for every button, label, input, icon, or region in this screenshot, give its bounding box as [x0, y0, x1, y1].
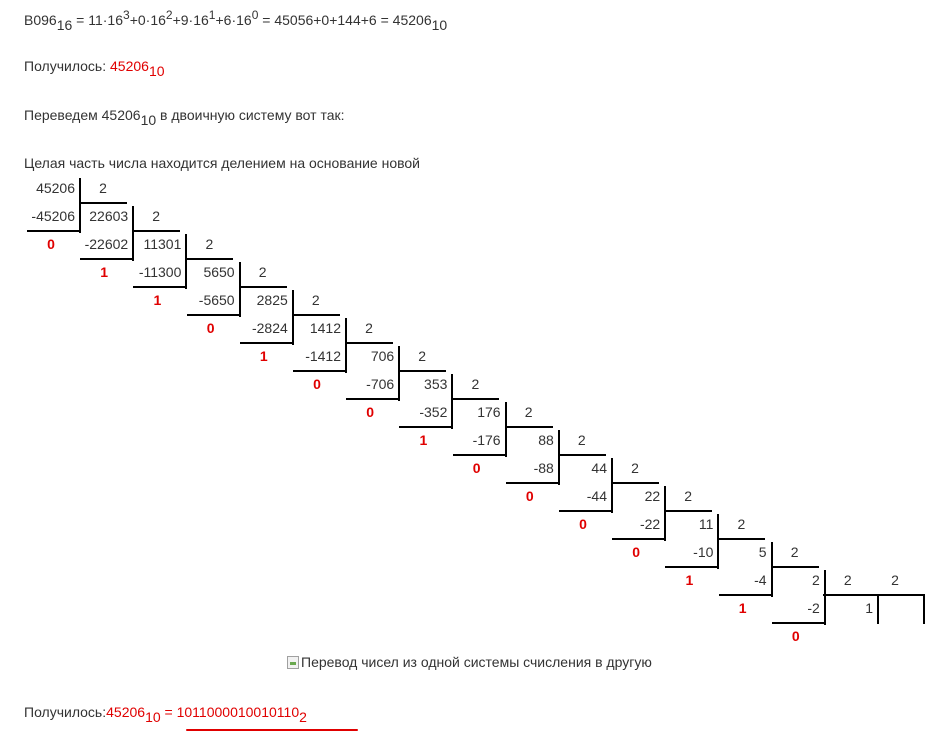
- formula-term: +0·16: [129, 12, 166, 28]
- remainder: 0: [791, 628, 800, 644]
- dividend: 5: [758, 544, 767, 560]
- power: 0: [251, 8, 259, 22]
- remainder: 0: [366, 404, 375, 420]
- dividend: 353: [424, 376, 448, 392]
- divisor: 2: [891, 572, 899, 588]
- dividend: 2825: [256, 292, 288, 308]
- formula-term: +9·16: [172, 12, 209, 28]
- dividend: 22: [644, 488, 661, 504]
- equals-sign: =: [160, 704, 177, 720]
- dividend: 2: [812, 572, 820, 588]
- dividend: 706: [370, 348, 395, 364]
- subtraction-line: [506, 482, 558, 484]
- division-line: [239, 286, 287, 288]
- remainder: 1: [685, 572, 694, 588]
- division-line: [664, 510, 712, 512]
- remainder: 0: [632, 544, 641, 560]
- dividend: 88: [538, 432, 554, 448]
- integer-part-note: Целая часть числа находится делением на основание новой: [24, 155, 420, 171]
- subtrahend: -22602: [84, 236, 129, 252]
- remainder: 1: [738, 600, 747, 616]
- subtraction-line: [399, 426, 451, 428]
- division-bar: [877, 594, 879, 624]
- result-value: 45206: [110, 58, 149, 74]
- instruction-text: Переведем 45206: [24, 107, 141, 123]
- power: 3: [123, 8, 130, 22]
- division-line: [345, 342, 393, 344]
- divisor: 2: [843, 572, 852, 588]
- divisor: 2: [737, 516, 746, 532]
- subtrahend: -44: [586, 488, 607, 504]
- division-line: [824, 594, 872, 596]
- division-bar: [185, 234, 187, 289]
- formula-term: = 11·16: [72, 12, 124, 28]
- subtraction-line: [187, 314, 239, 316]
- divisor: 2: [205, 236, 214, 252]
- remainder: 0: [472, 460, 481, 476]
- dividend: 11: [698, 516, 714, 532]
- translate-instruction: [24, 107, 345, 128]
- subtraction-line: [453, 454, 505, 456]
- hex-base: 16: [56, 17, 73, 33]
- decimal-base: 10: [431, 17, 448, 33]
- divisor: 2: [524, 404, 533, 420]
- dividend: 1412: [309, 320, 341, 336]
- result-base: 10: [148, 63, 165, 79]
- subtraction-line: [772, 622, 824, 624]
- divisor: 2: [471, 376, 480, 392]
- subtraction-line: [665, 566, 717, 568]
- divisor: 2: [790, 544, 799, 560]
- division-line: [185, 258, 233, 260]
- divisor: 2: [684, 488, 693, 504]
- division-bar: [505, 402, 507, 457]
- power: 1: [208, 8, 216, 22]
- subtraction-line: [346, 398, 398, 400]
- subtrahend: -5650: [198, 292, 235, 308]
- dividend: 176: [477, 404, 501, 420]
- divisor: 2: [418, 348, 427, 364]
- result-decimal: [24, 58, 165, 79]
- subtrahend: -22: [639, 516, 661, 532]
- division-bar: [771, 542, 773, 597]
- division-line: [398, 370, 446, 372]
- result-label: Получилось:: [24, 58, 111, 74]
- subtrahend: -2: [807, 600, 820, 616]
- remainder: 1: [153, 292, 162, 308]
- dividend: 44: [591, 460, 607, 476]
- division-line: [505, 426, 553, 428]
- subtraction-line: [133, 286, 185, 288]
- subtrahend: -11300: [138, 264, 182, 280]
- divisor: 2: [152, 208, 161, 224]
- division-line: [611, 482, 659, 484]
- subtrahend: -10: [693, 544, 714, 560]
- divisor: 2: [99, 180, 107, 196]
- subtraction-line: [80, 258, 132, 260]
- division-line: [451, 398, 499, 400]
- remainder: 0: [525, 488, 534, 504]
- division-line: [79, 202, 127, 204]
- dividend: 45206: [36, 180, 75, 196]
- remainder: 1: [419, 432, 428, 448]
- remainder: 0: [206, 320, 215, 336]
- subtrahend: -1412: [305, 348, 341, 364]
- instruction-text: в двоичную систему вот так:: [156, 107, 345, 123]
- result-label: Получилось:: [24, 704, 107, 720]
- division-bar: [611, 458, 613, 513]
- division-line: [292, 314, 340, 316]
- division-bar: [451, 374, 453, 429]
- remainder: 0: [313, 376, 321, 392]
- division-bar: [345, 318, 347, 373]
- subtraction-line: [612, 538, 664, 540]
- subtrahend: -176: [472, 432, 501, 448]
- broken-image: [287, 654, 652, 670]
- remainder: 0: [47, 236, 55, 252]
- division-bar: [824, 570, 826, 625]
- division-bar: [398, 346, 400, 401]
- division-bar: [79, 178, 81, 233]
- division-bar: [132, 206, 134, 261]
- divisor: 2: [631, 460, 639, 476]
- divisor: 2: [577, 432, 586, 448]
- dividend: 22603: [89, 208, 129, 224]
- division-bar: [664, 486, 666, 541]
- result-underline: [186, 729, 358, 731]
- division-line: [717, 538, 765, 540]
- remainder: 0: [579, 516, 587, 532]
- dividend: 11301: [143, 236, 182, 252]
- subtrahend: -2824: [251, 320, 288, 336]
- remainder: 1: [259, 348, 268, 364]
- division-bar: [239, 262, 241, 317]
- result-binary: [24, 704, 307, 725]
- subtrahend: -706: [366, 376, 395, 392]
- remainder: 1: [100, 264, 109, 280]
- result-value: 45206: [106, 704, 146, 720]
- dividend: 5650: [203, 264, 235, 280]
- broken-image-icon: [287, 656, 299, 669]
- division-line: [558, 454, 606, 456]
- power: 2: [165, 8, 173, 22]
- hex-number: B096: [24, 12, 57, 28]
- subtraction-line: [559, 510, 611, 512]
- divisor: 2: [311, 292, 320, 308]
- subtraction-line: [293, 370, 345, 372]
- subtrahend: -4: [754, 572, 767, 588]
- division-bar: [292, 290, 294, 345]
- division-bar: [558, 430, 560, 485]
- subtrahend: -352: [419, 404, 448, 420]
- divisor: 2: [365, 320, 373, 336]
- subtrahend: -45206: [31, 208, 75, 224]
- division-line: [132, 230, 180, 232]
- formula-result: = 45056+0+144+6 = 45206: [258, 12, 432, 28]
- binary-base: 2: [299, 709, 307, 725]
- binary-value: 1011000010010110: [176, 704, 300, 720]
- image-alt-text: Перевод чисел из одной системы счисления в другую: [301, 654, 652, 670]
- division-line: [771, 566, 819, 568]
- instruction-base: 10: [140, 112, 157, 128]
- dividend: 1: [865, 600, 873, 616]
- subtraction-line: [240, 342, 292, 344]
- division-line: [823, 594, 923, 596]
- division-bar: [717, 514, 719, 569]
- subtraction-line: [719, 594, 771, 596]
- result-base: 10: [145, 709, 161, 725]
- conversion-formula: [24, 8, 447, 33]
- divisor: 2: [258, 264, 267, 280]
- subtrahend: -88: [533, 460, 554, 476]
- subtraction-line: [27, 230, 79, 232]
- formula-term: +6·16: [215, 12, 252, 28]
